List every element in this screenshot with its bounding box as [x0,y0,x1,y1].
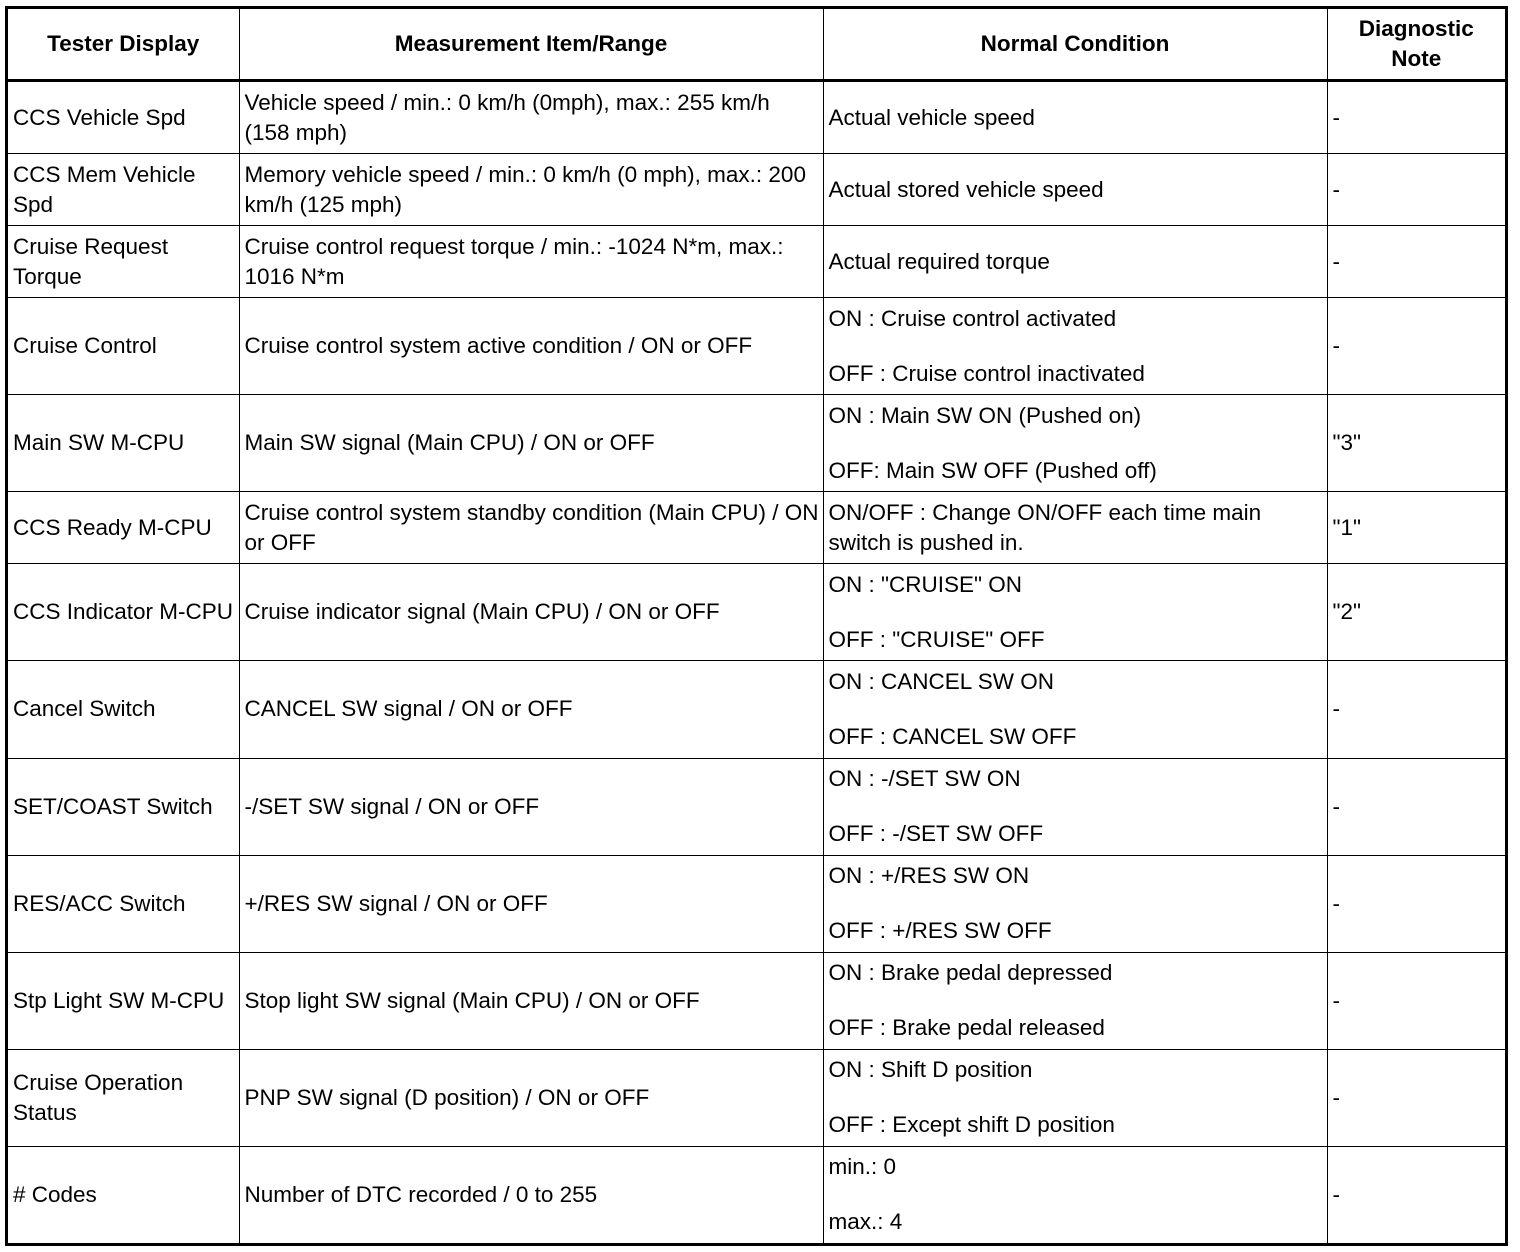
line-gap [829,334,1323,359]
table-row [8,952,1505,1049]
line-gap [829,431,1323,456]
normal-condition-line: ON : Main SW ON (Pushed on) [828,402,1142,428]
measurement-cell: Cruise control system standby condition (Main CPU) / ON or OFF [239,492,823,564]
normal-condition-line: OFF : CANCEL SW OFF [828,723,1077,749]
measurement-cell: Cruise control system active condition / ON or OFF [239,298,823,395]
normal-condition-line: OFF : "CRUISE" OFF [828,626,1045,652]
measurement-cell: Vehicle speed / min.: 0 km/h (0mph), max.: 255 km/h (158 mph) [239,81,823,154]
normal-condition-line: ON : "CRUISE" ON [828,571,1022,597]
normal-condition-line: OFF : +/RES SW OFF [828,918,1052,944]
tester-display-cell: Cruise Request Torque [8,226,239,298]
normal-condition-line: OFF : Except shift D position [828,1112,1115,1138]
diagnostic-note-cell: "2" [1327,564,1505,661]
normal-condition-line: ON : Brake pedal depressed [828,960,1113,986]
measurement-cell: Cruise control request torque / min.: -1024 N*m, max.: 1016 N*m [239,226,823,298]
normal-condition-line: OFF : Cruise control inactivated [828,360,1145,386]
line-gap [829,794,1323,819]
tester-display-cell: CCS Indicator M-CPU [8,564,239,661]
normal-condition-line: min.: 0 [828,1154,897,1180]
measurement-cell: Main SW signal (Main CPU) / ON or OFF [239,395,823,492]
normal-condition-cell [823,1049,1327,1146]
diagnostic-note-cell: - [1327,1049,1505,1146]
diagnostic-note-cell: - [1327,154,1505,226]
table-header-row [8,9,1505,81]
diagnostic-note-cell: - [1327,226,1505,298]
tester-display-cell: Stp Light SW M-CPU [8,952,239,1049]
tester-display-cell: Cancel Switch [8,661,239,758]
line-gap [829,697,1323,722]
diagnostic-note-cell: - [1327,1146,1505,1243]
diagnostic-note-cell: - [1327,298,1505,395]
tester-display-cell: Cruise Operation Status [8,1049,239,1146]
normal-condition-line: Actual vehicle speed [828,104,1035,130]
normal-condition-line: OFF: Main SW OFF (Pushed off) [828,457,1157,483]
normal-condition-cell [823,395,1327,492]
normal-condition-cell [823,226,1327,298]
header-measurement-item: Measurement Item/Range [239,9,823,81]
diagnostic-note-cell: "3" [1327,395,1505,492]
diagnostic-note-cell: - [1327,952,1505,1049]
table-row [8,1049,1505,1146]
line-gap [829,1182,1323,1207]
tester-display-cell: Cruise Control [8,298,239,395]
diagnostic-note-cell: - [1327,81,1505,154]
header-diagnostic-note: Diagnostic Note [1327,9,1505,81]
tester-display-cell: CCS Vehicle Spd [8,81,239,154]
diagnostic-note-cell: - [1327,661,1505,758]
tester-display-cell: CCS Mem Vehicle Spd [8,154,239,226]
table-body [8,81,1505,1244]
normal-condition-line: max.: 4 [828,1209,903,1235]
normal-condition-cell [823,952,1327,1049]
normal-condition-cell [823,564,1327,661]
normal-condition-line: Actual required torque [828,248,1050,274]
measurement-cell: -/SET SW signal / ON or OFF [239,758,823,855]
table-row [8,81,1505,154]
measurement-cell: Cruise indicator signal (Main CPU) / ON or OFF [239,564,823,661]
table-row [8,492,1505,564]
tester-display-cell: RES/ACC Switch [8,855,239,952]
table-row [8,855,1505,952]
tester-display-cell: SET/COAST Switch [8,758,239,855]
table-row [8,226,1505,298]
line-gap [829,988,1323,1013]
line-gap [829,600,1323,625]
data-monitor-table-frame [5,6,1508,1246]
table-row [8,758,1505,855]
table-row [8,661,1505,758]
header-normal-condition: Normal Condition [823,9,1327,81]
normal-condition-cell [823,81,1327,154]
normal-condition-cell [823,661,1327,758]
line-gap [829,1085,1323,1110]
tester-display-cell: Main SW M-CPU [8,395,239,492]
diagnostic-note-cell: - [1327,855,1505,952]
normal-condition-cell [823,758,1327,855]
normal-condition-line: ON : CANCEL SW ON [828,668,1054,694]
normal-condition-line: ON : -/SET SW ON [828,766,1021,792]
measurement-cell: CANCEL SW signal / ON or OFF [239,661,823,758]
tester-display-cell: # Codes [8,1146,239,1243]
table-row [8,298,1505,395]
normal-condition-line: OFF : -/SET SW OFF [828,821,1044,847]
normal-condition-line: ON : Cruise control activated [828,305,1117,331]
normal-condition-cell [823,298,1327,395]
normal-condition-line: OFF : Brake pedal released [828,1015,1105,1041]
normal-condition-line: ON/OFF : Change ON/OFF each time main switch is pushed in. [828,499,1262,555]
diagnostic-note-cell: "1" [1327,492,1505,564]
normal-condition-line: ON : +/RES SW ON [828,863,1030,889]
diagnostic-note-cell: - [1327,758,1505,855]
measurement-cell: PNP SW signal (D position) / ON or OFF [239,1049,823,1146]
data-monitor-table [8,9,1505,1243]
measurement-cell: Memory vehicle speed / min.: 0 km/h (0 mph), max.: 200 km/h (125 mph) [239,154,823,226]
measurement-cell: Stop light SW signal (Main CPU) / ON or OFF [239,952,823,1049]
measurement-cell: +/RES SW signal / ON or OFF [239,855,823,952]
normal-condition-cell [823,492,1327,564]
header-tester-display: Tester Display [8,9,239,81]
table-row [8,1146,1505,1243]
normal-condition-cell [823,154,1327,226]
normal-condition-line: Actual stored vehicle speed [828,176,1104,202]
measurement-cell: Number of DTC recorded / 0 to 255 [239,1146,823,1243]
table-row [8,395,1505,492]
normal-condition-cell [823,1146,1327,1243]
line-gap [829,891,1323,916]
normal-condition-line: ON : Shift D position [828,1057,1033,1083]
tester-display-cell: CCS Ready M-CPU [8,492,239,564]
normal-condition-cell [823,855,1327,952]
table-row [8,564,1505,661]
table-row [8,154,1505,226]
